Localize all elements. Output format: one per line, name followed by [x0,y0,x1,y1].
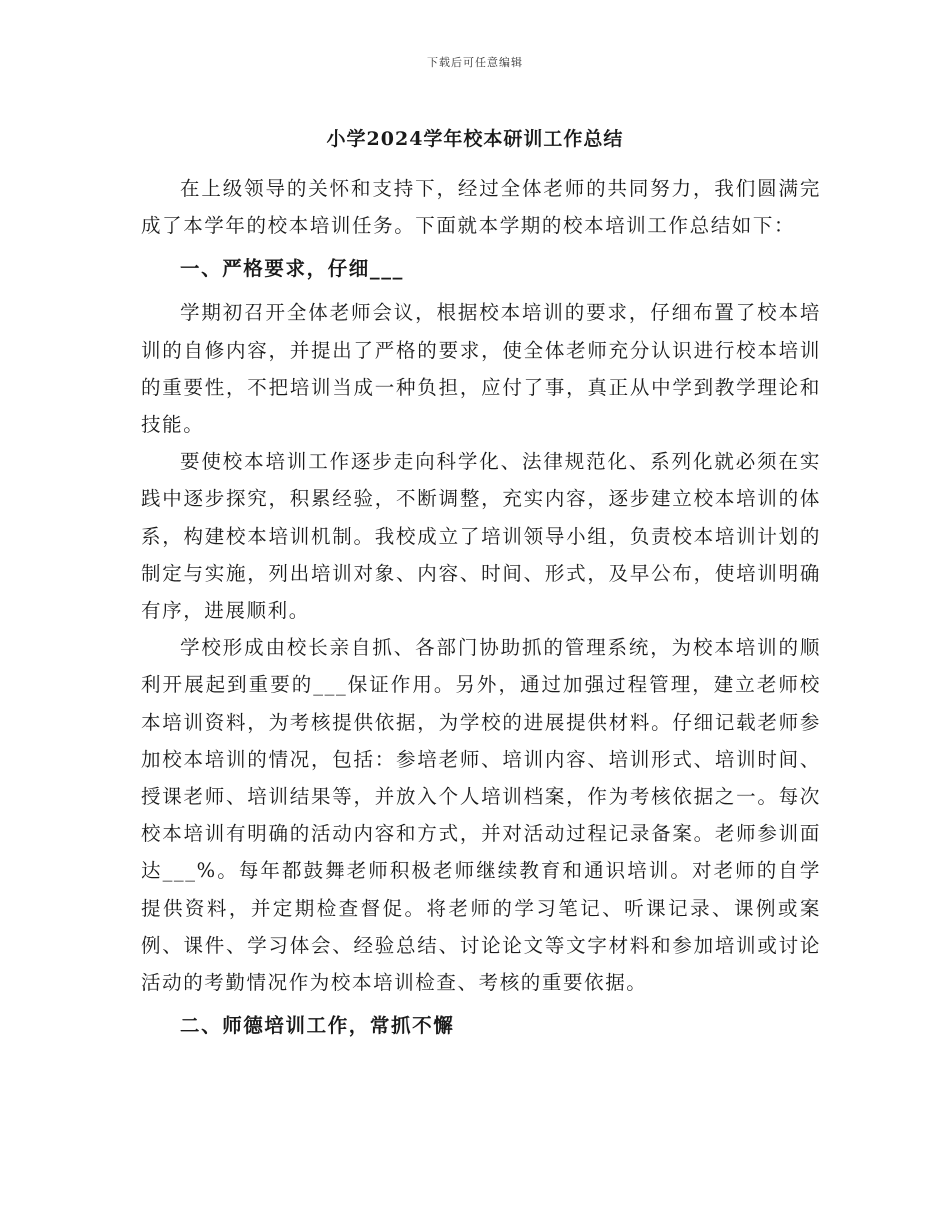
section-2-heading: 二、师德培训工作，常抓不懈 [180,1014,455,1038]
document-body [141,170,821,1051]
section-1-heading: 一、严格要求，仔细___ [180,257,404,281]
header-note: 下载后可任意编辑 [427,56,523,69]
document-title: 小学2024学年校本研训工作总结 [326,128,624,150]
intro-paragraph: 在上级领导的关怀和支持下，经过全体老师的共同努力，我们圆满完成了本学年的校本培训任务。下面就本学期的校本培训工作总结如下： [141,177,821,238]
section-1-paragraph-1: 学期初召开全体老师会议，根据校本培训的要求，仔细布置了校本培训的自修内容，并提出了严格的要求，使全体老师充分认识进行校本培训的重要性，不把培训当成一种负担，应付了事，真正从中学到教学理论和技能。 [141,301,821,437]
section-1-paragraph-2: 要使校本培训工作逐步走向科学化、法律规范化、系列化就必须在实践中逐步探究，积累经验，不断调整，充实内容，逐步建立校本培训的体系，构建校本培训机制。我校成立了培训领导小组，负责校本培训计划的制定与实施，列出培训对象、内容、时间、形式，及早公布，使培训明确有序，进展顺利。 [141,450,821,623]
section-1-paragraph-3: 学校形成由校长亲自抓、各部门协助抓的管理系统，为校本培训的顺利开展起到重要的___保证作用。另外，通过加强过程管理，建立老师校本培训资料，为考核提供依据，为学校的进展提供材料。仔细记载老师参加校本培训的情况，包括：参培老师、培训内容、培训形式、培训时间、授课老师、培训结果等，并放入个人培训档案，作为考核依据之一。每次校本培训有明确的活动内容和方式，并对活动过程记录备案。老师参训面达___%。每年都鼓舞老师积极老师继续教育和通识培训。对老师的自学提供资料，并定期检查督促。将老师的学习笔记、听课记录、课例或案例、课件、学习体会、经验总结、讨论论文等文字材料和参加培训或讨论活动的考勤情况作为校本培训检查、考核的重要依据。 [141,636,821,995]
